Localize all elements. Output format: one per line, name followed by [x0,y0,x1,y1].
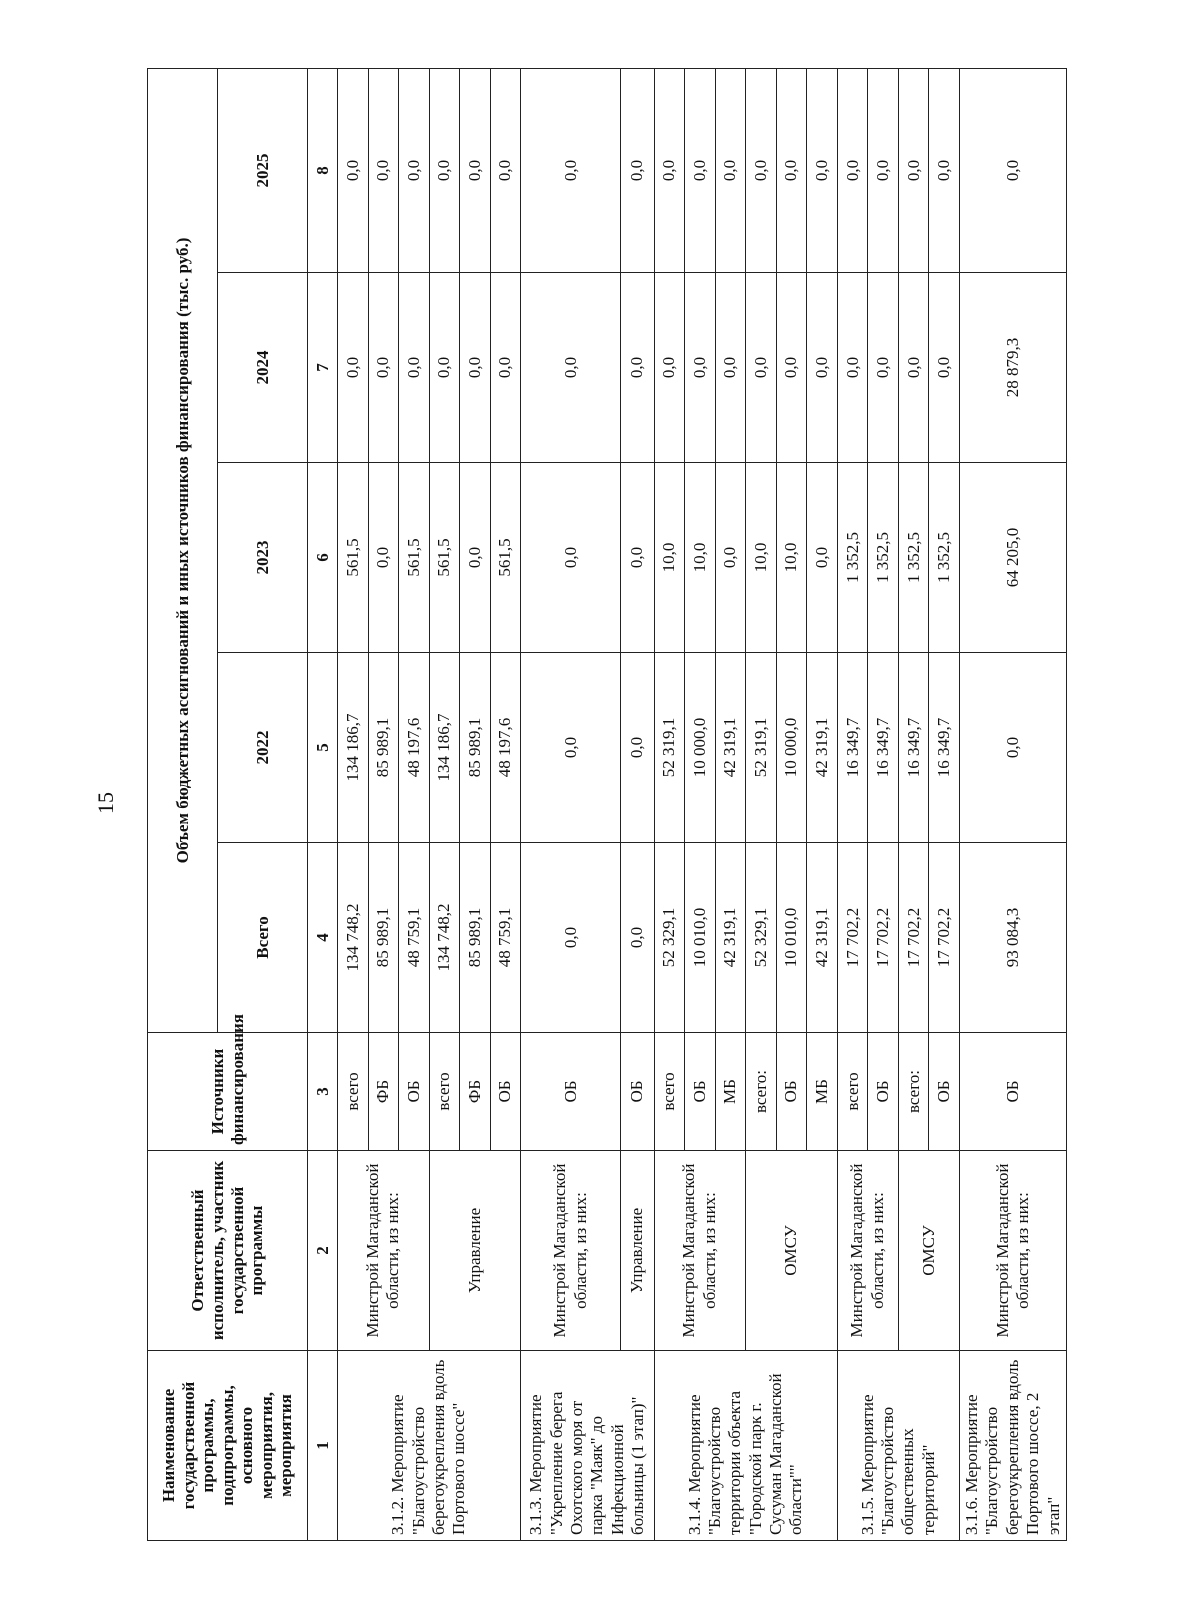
measure-name: 3.1.6. Мероприятие "Благоустройство берегоукрепления вдоль Портового шоссе, 2 этап" [960,1351,1067,1541]
value-cell: 0,0 [746,273,777,463]
table-row [521,68,621,1540]
table-row [654,68,685,1540]
measure-name: 3.1.4. Мероприятие "Благоустройство территории объекта "Городской парк г. Сусуман Магаданской области"" [654,1351,837,1541]
source-cell: ОБ [399,1033,430,1151]
source-cell: МБ [715,1033,746,1151]
source-cell: ОБ [621,1033,654,1151]
value-cell: 0,0 [399,68,430,272]
value-cell: 64 205,0 [960,463,1067,653]
measure-name: 3.1.5. Мероприятие "Благоустройство общественных территорий" [837,1351,959,1541]
value-cell: 561,5 [429,463,460,653]
value-cell: 0,0 [521,273,621,463]
value-cell: 16 349,7 [837,653,868,843]
value-cell: 17 702,2 [837,843,868,1033]
value-cell: 0,0 [368,273,399,463]
value-cell: 0,0 [715,463,746,653]
source-cell: ОБ [960,1033,1067,1151]
value-cell: 134 186,7 [429,653,460,843]
value-cell: 48 759,1 [399,843,430,1033]
value-cell: 1 352,5 [868,463,899,653]
value-cell: 0,0 [898,273,929,463]
col-number: 4 [308,843,338,1033]
value-cell: 85 989,1 [368,843,399,1033]
source-cell: ОБ [776,1033,807,1151]
value-cell: 10 010,0 [685,843,716,1033]
header-year: 2025 [218,68,308,272]
header-row-numbers [308,68,338,1540]
value-cell: 0,0 [960,653,1067,843]
col-number: 7 [308,273,338,463]
header-sources: Источники финансирования [148,1033,308,1151]
value-cell: 0,0 [429,68,460,272]
value-cell: 0,0 [621,653,654,843]
value-cell: 85 989,1 [460,843,491,1033]
value-cell: 0,0 [776,68,807,272]
value-cell: 0,0 [368,463,399,653]
col-number: 6 [308,463,338,653]
value-cell: 134 748,2 [338,843,369,1033]
value-cell: 0,0 [929,68,960,272]
value-cell: 16 349,7 [898,653,929,843]
table-row [429,68,460,1540]
value-cell: 561,5 [490,463,521,653]
value-cell: 0,0 [460,273,491,463]
value-cell: 0,0 [429,273,460,463]
header-year: 2024 [218,273,308,463]
value-cell: 0,0 [715,68,746,272]
value-cell: 52 319,1 [654,653,685,843]
value-cell: 0,0 [898,68,929,272]
value-cell: 0,0 [460,463,491,653]
value-cell: 42 319,1 [807,653,838,843]
header-name: Наименование государственной программы, подпрограммы, основного мероприятия, мероприятия [148,1351,308,1541]
value-cell: 52 329,1 [746,843,777,1033]
value-cell: 561,5 [399,463,430,653]
value-cell: 0,0 [621,68,654,272]
value-cell: 17 702,2 [929,843,960,1033]
value-cell: 17 702,2 [898,843,929,1033]
value-cell: 10,0 [746,463,777,653]
source-cell: ОБ [685,1033,716,1151]
page-number: 15 [93,792,118,814]
responsible-cell: Минстрой Магаданской области, из них: [521,1151,621,1351]
value-cell: 85 989,1 [368,653,399,843]
table-row [621,68,654,1540]
source-cell: ОБ [868,1033,899,1151]
value-cell: 42 319,1 [715,843,746,1033]
source-cell: всего: [746,1033,777,1151]
value-cell: 0,0 [460,68,491,272]
value-cell: 0,0 [685,273,716,463]
value-cell: 52 319,1 [746,653,777,843]
value-cell: 85 989,1 [460,653,491,843]
value-cell: 1 352,5 [837,463,868,653]
value-cell: 48 197,6 [490,653,521,843]
value-cell: 0,0 [960,68,1067,272]
value-cell: 10 000,0 [685,653,716,843]
value-cell: 0,0 [338,273,369,463]
responsible-cell: Минстрой Магаданской области, из них: [654,1151,746,1351]
value-cell: 10 010,0 [776,843,807,1033]
value-cell: 28 879,3 [960,273,1067,463]
col-number: 8 [308,68,338,272]
header-responsible: Ответственный исполнитель, участник государственной программы [148,1151,308,1351]
value-cell: 0,0 [776,273,807,463]
value-cell: 0,0 [521,68,621,272]
table-row [960,68,1067,1540]
value-cell: 42 319,1 [715,653,746,843]
value-cell: 10,0 [685,463,716,653]
value-cell: 10,0 [776,463,807,653]
value-cell: 93 084,3 [960,843,1067,1033]
source-cell: всего [429,1033,460,1151]
responsible-cell: ОМСУ [898,1151,959,1351]
value-cell: 0,0 [521,843,621,1033]
header-year: Всего [218,843,308,1033]
table-body [338,68,1067,1540]
value-cell: 134 748,2 [429,843,460,1033]
source-cell: всего: [898,1033,929,1151]
value-cell: 134 186,7 [338,653,369,843]
source-cell: всего [338,1033,369,1151]
header-volume: Объем бюджетных ассигнований и иных источников финансирования (тыс. руб.) [148,68,218,1032]
table-row [746,68,777,1540]
value-cell: 52 329,1 [654,843,685,1033]
value-cell: 16 349,7 [868,653,899,843]
responsible-cell: Управление [621,1151,654,1351]
col-number: 5 [308,653,338,843]
budget-table [147,68,1067,1541]
value-cell: 0,0 [621,463,654,653]
header-year: 2022 [218,653,308,843]
source-cell: ФБ [368,1033,399,1151]
value-cell: 0,0 [621,273,654,463]
responsible-cell: ОМСУ [746,1151,838,1351]
source-cell: ОБ [929,1033,960,1151]
responsible-cell: Минстрой Магаданской области, из них: [960,1151,1067,1351]
value-cell: 0,0 [929,273,960,463]
value-cell: 0,0 [654,273,685,463]
col-number: 1 [308,1351,338,1541]
value-cell: 0,0 [868,68,899,272]
source-cell: ФБ [460,1033,491,1151]
responsible-cell: Минстрой Магаданской области, из них: [338,1151,430,1351]
value-cell: 16 349,7 [929,653,960,843]
value-cell: 0,0 [621,843,654,1033]
value-cell: 10,0 [654,463,685,653]
value-cell: 0,0 [490,68,521,272]
value-cell: 0,0 [368,68,399,272]
col-number: 3 [308,1033,338,1151]
value-cell: 0,0 [868,273,899,463]
responsible-cell: Управление [429,1151,521,1351]
value-cell: 0,0 [338,68,369,272]
header-row-top [148,68,218,1540]
source-cell: МБ [807,1033,838,1151]
value-cell: 1 352,5 [929,463,960,653]
col-number: 2 [308,1151,338,1351]
source-cell: ОБ [521,1033,621,1151]
value-cell: 42 319,1 [807,843,838,1033]
value-cell: 0,0 [837,68,868,272]
responsible-cell: Минстрой Магаданской области, из них: [837,1151,898,1351]
value-cell: 0,0 [807,68,838,272]
source-cell: всего [654,1033,685,1151]
measure-name: 3.1.3. Мероприятие "Укрепление берега Охотского моря от парка "Маяк" до Инфекционной больницы (1 этап)" [521,1351,654,1541]
value-cell: 0,0 [837,273,868,463]
measure-name: 3.1.2. Мероприятие "Благоустройство берегоукрепления вдоль Портового шоссе" [338,1351,521,1541]
value-cell: 0,0 [807,273,838,463]
value-cell: 1 352,5 [898,463,929,653]
value-cell: 48 759,1 [490,843,521,1033]
value-cell: 0,0 [490,273,521,463]
source-cell: всего [837,1033,868,1151]
value-cell: 0,0 [521,463,621,653]
value-cell: 0,0 [685,68,716,272]
table-row [338,68,369,1540]
value-cell: 0,0 [521,653,621,843]
value-cell: 0,0 [654,68,685,272]
value-cell: 17 702,2 [868,843,899,1033]
table-row [837,68,868,1540]
value-cell: 0,0 [746,68,777,272]
value-cell: 10 000,0 [776,653,807,843]
rotated-table-wrapper [147,69,1067,1541]
header-year: 2023 [218,463,308,653]
source-cell: ОБ [490,1033,521,1151]
value-cell: 0,0 [399,273,430,463]
value-cell: 0,0 [715,273,746,463]
value-cell: 48 197,6 [399,653,430,843]
value-cell: 561,5 [338,463,369,653]
table-row [898,68,929,1540]
value-cell: 0,0 [807,463,838,653]
